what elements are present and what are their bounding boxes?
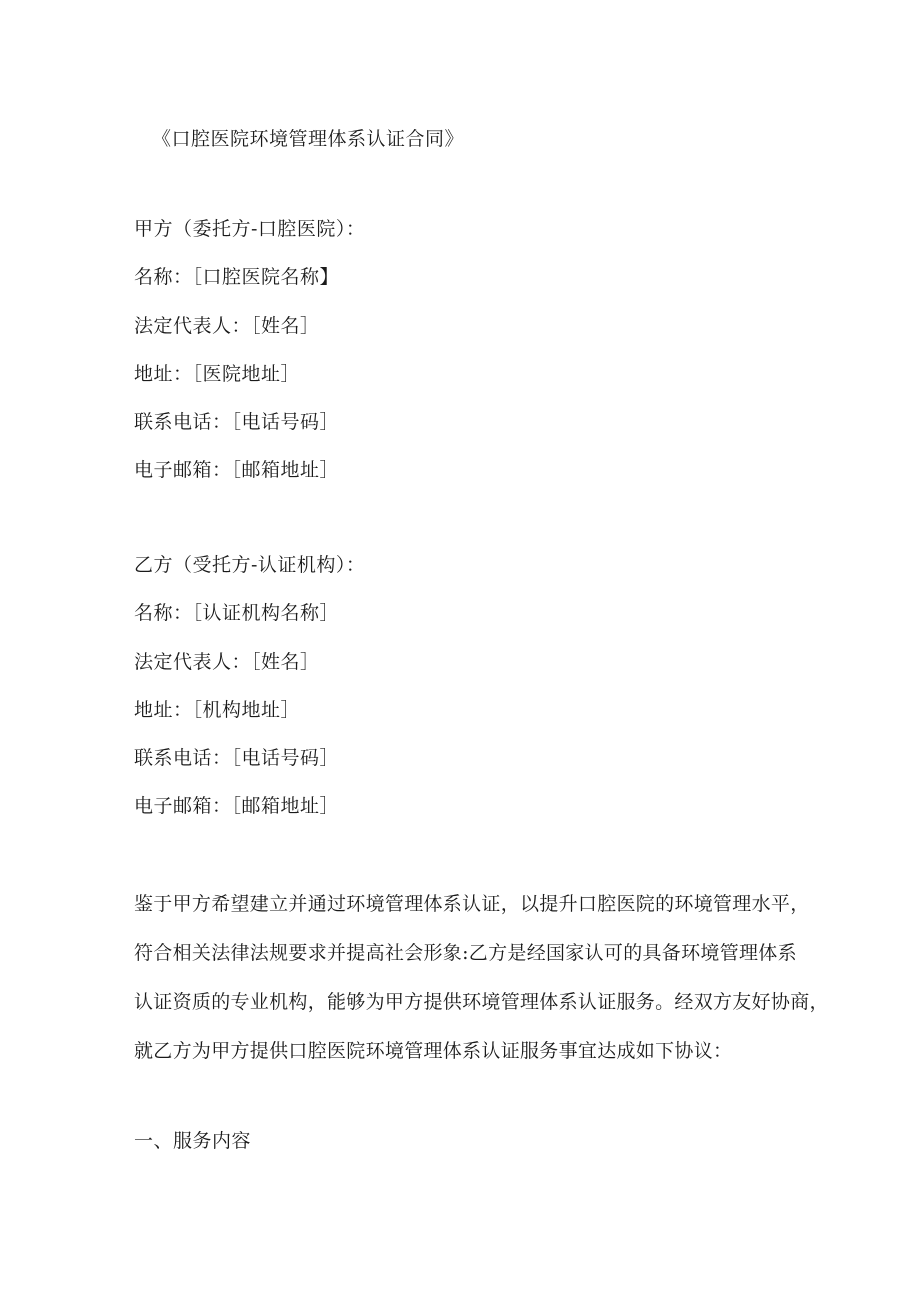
preamble-line: 认证资质的专业机构，能够为甲方提供环境管理体系认证服务。经双方友好协商， [134, 991, 829, 1013]
party-b-email: 电子邮箱：［邮箱地址］ [134, 795, 340, 817]
document-title: 《口腔医院环境管理体系认证合同》 [152, 128, 465, 150]
preamble-line: 就乙方为甲方提供口腔医院环境管理体系认证服务事宜达成如下协议： [134, 1040, 733, 1062]
preamble-line: 符合相关法律法规要求并提高社会形象:乙方是经国家认可的具备环境管理体系 [134, 942, 797, 964]
party-b-name: 名称：［认证机构名称］ [134, 602, 340, 624]
preamble-line: 鉴于甲方希望建立并通过环境管理体系认证，以提升口腔医院的环境管理水平， [134, 893, 810, 915]
party-b-heading: 乙方（受托方-认证机构）： [134, 554, 366, 576]
preamble-paragraph [134, 880, 829, 1076]
party-b-phone: 联系电话：［电话号码］ [134, 747, 340, 769]
party-a-legal-rep: 法定代表人：［姓名］ [134, 315, 320, 337]
party-a-phone: 联系电话：［电话号码］ [134, 411, 340, 433]
section-1-heading: 一、服务内容 [134, 1130, 252, 1152]
party-a-address: 地址：［医院地址］ [134, 363, 301, 385]
party-a-name: 名称：［口腔医院名称】 [134, 266, 340, 288]
party-a-email: 电子邮箱：［邮箱地址］ [134, 459, 340, 481]
party-b-address: 地址：［机构地址］ [134, 699, 301, 721]
party-a-heading: 甲方（委托方-口腔医院）： [134, 218, 366, 240]
party-b-legal-rep: 法定代表人：［姓名］ [134, 651, 320, 673]
